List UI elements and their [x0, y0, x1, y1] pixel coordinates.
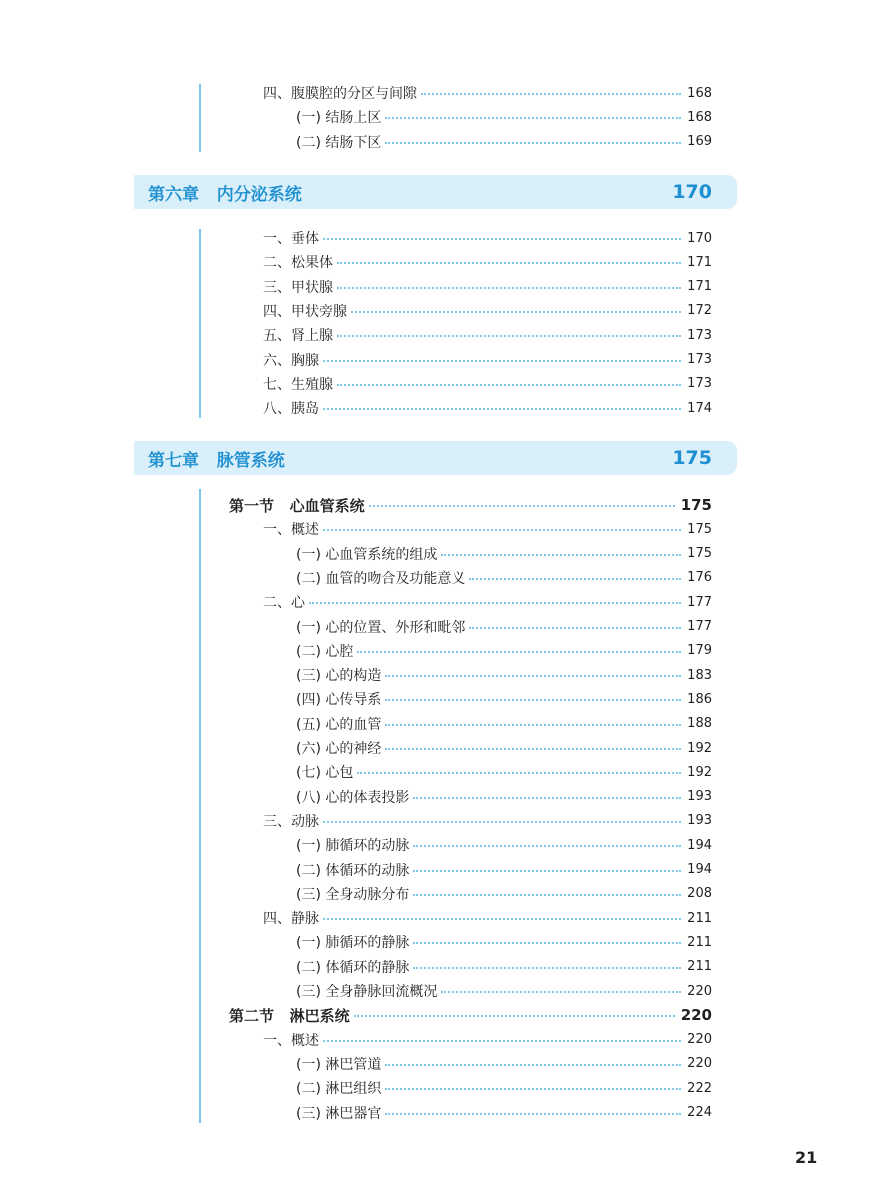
toc-entry-label: (二) 淋巴组织	[296, 1081, 382, 1098]
toc-section-entry[interactable]	[0, 1003, 712, 1027]
dot-leader	[413, 967, 681, 969]
toc-entry-page: 183	[687, 667, 712, 683]
dot-leader	[441, 554, 681, 556]
toc-entry-label: (四) 心传导系	[296, 692, 382, 709]
toc-entry[interactable]	[0, 372, 712, 396]
dot-leader	[351, 311, 681, 313]
toc-entry[interactable]	[0, 906, 712, 930]
toc-entry-page: 169	[687, 134, 712, 150]
toc-entry-label: 四、甲状旁腺	[263, 303, 347, 320]
toc-entry-label: 二、松果体	[263, 255, 333, 272]
toc-entry-label: (二) 体循环的静脉	[296, 959, 410, 976]
toc-section-entry[interactable]	[0, 493, 712, 517]
dot-leader	[385, 675, 681, 677]
toc-entry-label: 六、胸腺	[263, 352, 319, 369]
toc-entry-page: 194	[687, 837, 712, 853]
toc-entry[interactable]	[0, 323, 712, 347]
toc-entry-page: 175	[687, 521, 712, 537]
dot-leader	[323, 238, 681, 240]
dot-leader	[385, 117, 681, 119]
toc-entry[interactable]	[0, 590, 712, 614]
chapter-page-number: 170	[672, 181, 712, 203]
toc-entry-page: 194	[687, 862, 712, 877]
toc-entry-page: 193	[687, 813, 712, 829]
toc-entry-page: 173	[687, 327, 712, 343]
toc-entry[interactable]	[0, 299, 712, 323]
toc-entry[interactable]	[0, 615, 712, 639]
toc-entry[interactable]	[0, 930, 712, 954]
dot-leader	[413, 870, 681, 872]
dot-leader	[337, 262, 681, 264]
toc-entry-label: (一) 肺循环的动脉	[296, 838, 410, 855]
toc-entry[interactable]	[0, 760, 712, 784]
dot-leader	[357, 651, 681, 653]
dot-leader	[337, 335, 681, 337]
chapter-heading[interactable]	[134, 175, 737, 209]
toc-entry[interactable]	[0, 566, 712, 590]
dot-leader	[421, 93, 681, 95]
toc-entry[interactable]	[0, 979, 712, 1003]
toc-entry-label: (二) 体循环的动脉	[296, 862, 410, 879]
toc-entry-label: 四、静脉	[263, 911, 319, 928]
toc-entry-page: 211	[687, 959, 712, 975]
dot-leader	[323, 360, 681, 362]
toc-entry[interactable]	[0, 712, 712, 736]
toc-entry-label: (三) 心的构造	[296, 668, 382, 685]
toc-entry[interactable]	[0, 663, 712, 687]
toc-entry-page: 220	[687, 983, 712, 999]
dot-leader	[385, 748, 681, 750]
toc-entry-label: 一、垂体	[263, 231, 319, 247]
toc-entry-label: 三、甲状腺	[263, 279, 333, 296]
dot-leader	[323, 918, 681, 920]
toc-entry[interactable]	[0, 250, 712, 274]
toc-entry-page: 173	[687, 376, 712, 392]
toc-entry-label: (八) 心的体表投影	[296, 789, 410, 806]
dot-leader	[413, 942, 681, 944]
toc-entry-label: (一) 心的位置、外形和毗邻	[296, 619, 466, 636]
toc-entry-label: (五) 心的血管	[296, 716, 382, 733]
toc-entry-label: 七、生殖腺	[263, 376, 333, 393]
toc-entry-label: (三) 全身静脉回流概况	[296, 984, 438, 1000]
dot-leader	[323, 408, 681, 410]
toc-entry-label: (六) 心的神经	[296, 741, 382, 757]
toc-entry-page: 224	[687, 1105, 712, 1120]
toc-entry-label: (二) 结肠下区	[296, 134, 382, 151]
dot-leader	[323, 1040, 681, 1042]
toc-entry-page: 220	[687, 1056, 712, 1072]
toc-entry-label: (二) 血管的吻合及功能意义	[296, 570, 466, 587]
toc-entry-page: 171	[687, 254, 712, 270]
toc-entry-page: 192	[687, 740, 712, 756]
toc-entry-page: 192	[687, 764, 712, 780]
toc-entry[interactable]	[0, 736, 712, 760]
toc-entry-label: (一) 淋巴管道	[296, 1056, 382, 1073]
dot-leader	[309, 602, 681, 604]
toc-entry-label: (一) 肺循环的静脉	[296, 935, 410, 952]
chapter-heading[interactable]	[134, 441, 737, 475]
toc-entry[interactable]	[0, 833, 712, 857]
toc-entry-page: 211	[687, 910, 712, 926]
toc-entry-page: 175	[680, 496, 712, 514]
dot-leader	[357, 772, 681, 774]
toc-entry[interactable]	[0, 687, 712, 711]
chapter-page-number: 175	[672, 447, 712, 469]
dot-leader	[369, 505, 675, 507]
dot-leader	[385, 1088, 681, 1090]
toc-entry[interactable]	[0, 105, 712, 129]
toc-entry-label: 一、概述	[263, 522, 319, 539]
dot-leader	[469, 578, 681, 580]
toc-entry-label: (二) 心腔	[296, 643, 354, 660]
toc-entry[interactable]	[0, 858, 712, 882]
toc-entry-page: 179	[687, 643, 712, 659]
toc-entry-page: 208	[687, 886, 712, 902]
toc-entry-page: 170	[687, 230, 712, 246]
toc-entry-page: 186	[687, 691, 712, 707]
dot-leader	[354, 1015, 675, 1017]
toc-entry[interactable]	[0, 348, 712, 372]
dot-leader	[323, 529, 681, 531]
toc-entry[interactable]	[0, 882, 712, 906]
toc-entry[interactable]	[0, 226, 712, 250]
toc-entry[interactable]	[0, 517, 712, 541]
toc-entry-label: 一、概述	[263, 1032, 319, 1049]
dot-leader	[337, 287, 681, 289]
toc-entry[interactable]	[0, 1101, 712, 1125]
toc-entry-label: (七) 心包	[296, 765, 354, 782]
toc-entry-label: 第一节 心血管系统	[229, 496, 365, 515]
toc-entry-page: 174	[687, 400, 712, 416]
toc-entry[interactable]	[0, 809, 712, 833]
toc-entry[interactable]	[0, 1028, 712, 1052]
page-number: 21	[795, 1148, 818, 1167]
toc-entry-page: 175	[687, 546, 712, 562]
toc-entry-label: 八、胰岛	[263, 401, 319, 418]
dot-leader	[323, 821, 681, 823]
dot-leader	[385, 1064, 681, 1066]
toc-entry-page: 211	[687, 934, 712, 950]
dot-leader	[385, 699, 681, 701]
toc-entry[interactable]	[0, 785, 712, 809]
toc-entry[interactable]	[0, 81, 712, 105]
toc-entry-page: 220	[687, 1032, 712, 1048]
dot-leader	[413, 845, 681, 847]
toc-entry-page: 188	[687, 716, 712, 732]
toc-entry-page: 193	[687, 789, 712, 805]
toc-entry-page: 177	[687, 619, 712, 634]
toc-entry[interactable]	[0, 1076, 712, 1100]
dot-leader	[469, 627, 681, 629]
chapter-title: 第七章 脉管系统	[148, 450, 285, 471]
dot-leader	[385, 724, 681, 726]
toc-entry-label: (三) 全身动脉分布	[296, 886, 410, 903]
toc-entry-page: 172	[687, 303, 712, 319]
toc-entry[interactable]	[0, 542, 712, 566]
chapter-title: 第六章 内分泌系统	[148, 184, 302, 205]
dot-leader	[413, 797, 681, 799]
toc-entry-page: 220	[680, 1006, 712, 1025]
toc-entry-page: 168	[687, 85, 712, 101]
toc-entry[interactable]	[0, 639, 712, 663]
toc-entry[interactable]	[0, 1052, 712, 1076]
dot-leader	[337, 384, 681, 386]
toc-entry-label: (三) 淋巴器官	[296, 1105, 382, 1122]
toc-entry-page: 177	[687, 594, 712, 610]
toc-entry-label: (一) 心血管系统的组成	[296, 546, 438, 563]
toc-entry-page: 176	[687, 570, 712, 586]
dot-leader	[441, 991, 681, 993]
toc-entry-page: 173	[687, 352, 712, 367]
toc-entry-page: 222	[687, 1080, 712, 1096]
toc-entry[interactable]	[0, 275, 712, 299]
toc-entry-label: 三、动脉	[263, 813, 319, 830]
toc-entry-page: 168	[687, 109, 712, 125]
toc-entry-label: 五、肾上腺	[263, 328, 333, 345]
dot-leader	[385, 1113, 681, 1115]
toc-entry[interactable]	[0, 130, 712, 154]
toc-entry-label: (一) 结肠上区	[296, 110, 382, 127]
toc-entry[interactable]	[0, 396, 712, 420]
dot-leader	[413, 894, 681, 896]
toc-entry-label: 第二节 淋巴系统	[229, 1006, 350, 1025]
toc-entry-label: 四、腹膜腔的分区与间隙	[263, 86, 417, 102]
dot-leader	[385, 142, 681, 144]
toc-entry-label: 二、心	[263, 595, 305, 612]
toc-entry[interactable]	[0, 955, 712, 979]
toc-entry-page: 171	[687, 279, 712, 295]
